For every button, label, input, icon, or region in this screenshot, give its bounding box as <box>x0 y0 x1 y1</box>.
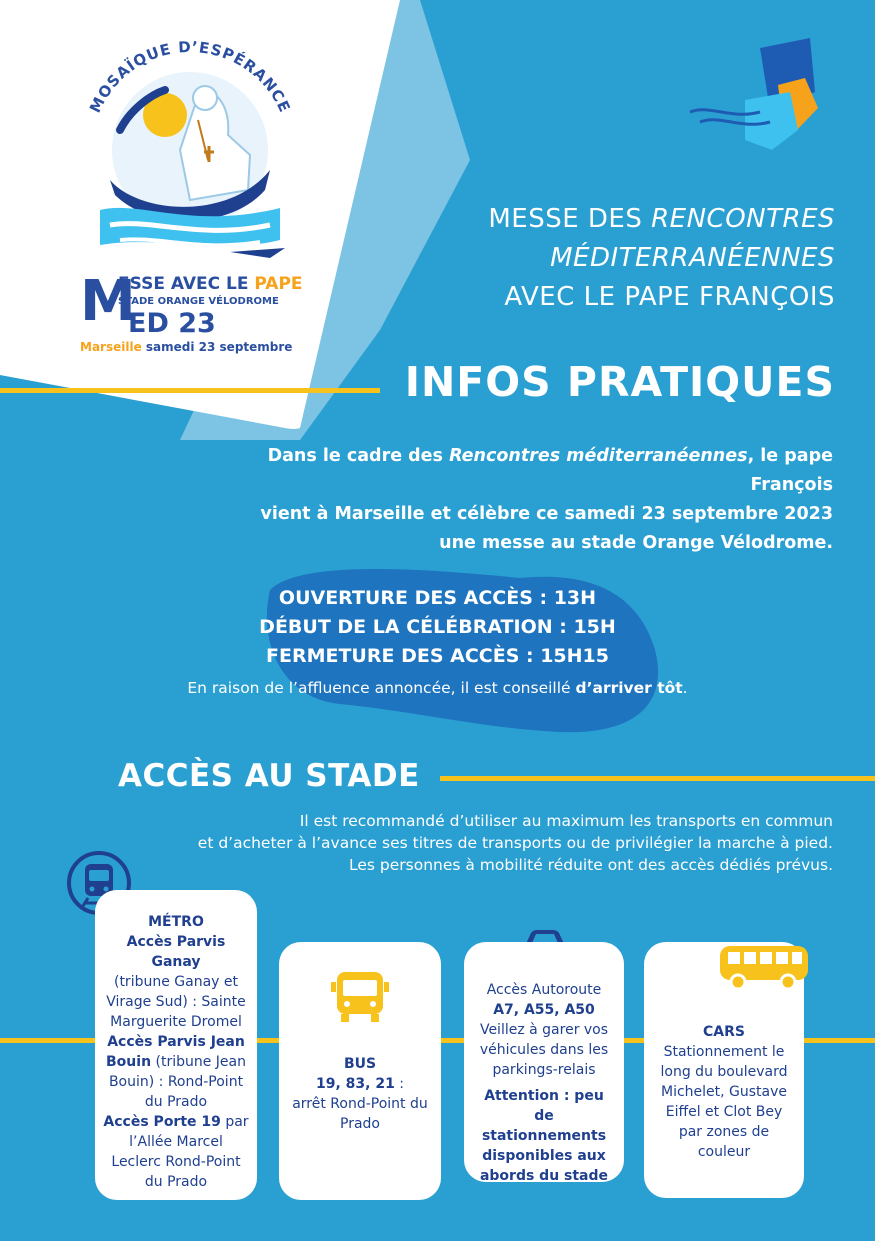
bus-icon <box>329 968 391 1032</box>
arrival-advice: En raison de l’affluence annoncée, il est conseillé d’arriver tôt. <box>187 679 688 697</box>
closing-time: FERMETURE DES ACCÈS : 15H15 <box>265 645 609 667</box>
corner-ornament <box>690 38 818 150</box>
yellow-line-acces <box>440 776 875 781</box>
opening-time: OUVERTURE DES ACCÈS : 13H <box>278 587 597 609</box>
logo-date: Marseille samedi 23 septembre <box>80 340 293 354</box>
acces-title: ACCÈS AU STADE <box>118 758 420 794</box>
yellow-line-left <box>0 388 380 393</box>
intro-text: Dans le cadre des Rencontres méditerranéennes, le pape François vient à Marseille et célèbre ce samedi 23 septembre 2023 une messe au stade Orange Vélodrome. <box>260 446 833 553</box>
logo-line1: ESSE AVEC LE PAPE <box>118 274 303 294</box>
start-time: DÉBUT DE LA CÉLÉBRATION : 15H <box>259 616 616 638</box>
logo-wordmark <box>80 269 310 362</box>
headline: MESSE DES RENCONTRES MÉDITERRANÉENNES AVEC LE PAPE FRANÇOIS <box>488 204 835 312</box>
logo-line2: STADE ORANGE VÉLODROME <box>118 296 279 307</box>
logo-emblem <box>80 40 300 280</box>
logo-arc-text: MOSAÏQUE D’ESPÉRANCE <box>85 40 294 116</box>
bus-card: BUS 19, 83, 21 : arrêt Rond-Point du Prado <box>279 942 441 1200</box>
acces-text: Il est recommandé d’utiliser au maximum les transports en commun et d’acheter à l’avance ses titres de transports ou de privilégier la marche à pied. Les personnes à mobilité réduite ont des accès dédiés prévus. <box>197 812 833 874</box>
metro-card: MÉTRO Accès Parvis Ganay (tribune Ganay et Virage Sud) : Sainte Marguerite Dromel Accès Parvis Jean Bouin (tribune Jean Bouin) : Rond-Point du Prado Accès Porte 19 par l’Allée Marcel Leclerc Rond-Point du Prado <box>95 890 257 1200</box>
logo-line3: ED 23 <box>128 308 216 339</box>
logo-big-m: M <box>80 269 136 334</box>
coach-icon <box>716 942 812 998</box>
schedule <box>0 584 875 671</box>
infos-pratiques-title: INFOS PRATIQUES <box>404 358 835 406</box>
cars-card: CARS Stationnement le long du boulevard Michelet, Gustave Eiffel et Clot Bey par zones de couleur <box>644 942 804 1198</box>
car-card: Accès Autoroute A7, A55, A50 Veillez à garer vos véhicules dans les parkings-relais Attention : peu de stationnements disponibles aux abords du stade <box>464 942 624 1182</box>
